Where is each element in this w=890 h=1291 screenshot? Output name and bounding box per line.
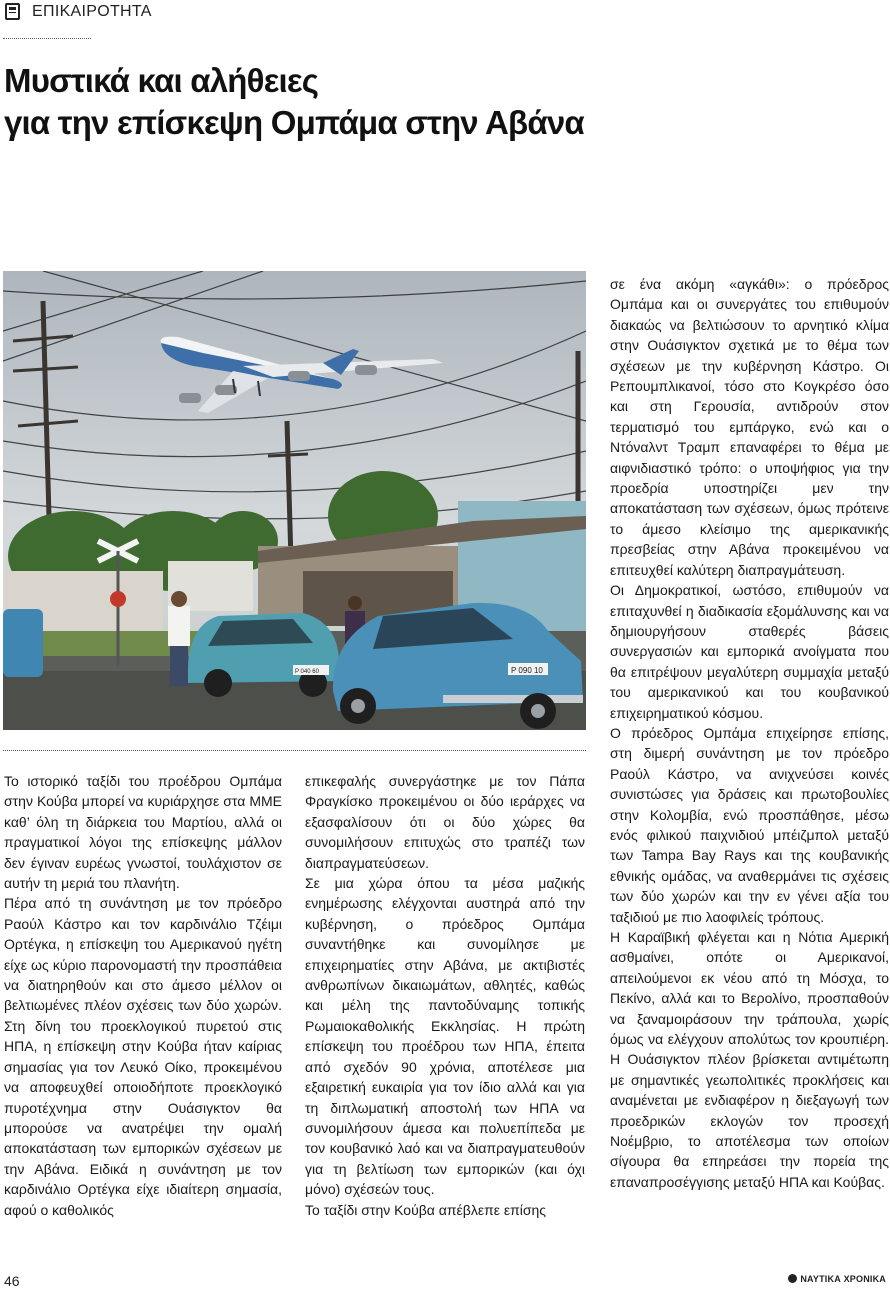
brand-logo-icon: [788, 1274, 797, 1283]
paragraph: Η Καραϊβική φλέγεται και η Νότια Αμερική ασθμαίνει, οπότε οι Αμερικανοί, απειλούμενοι εκ νέου από τη Μόσχα, το Πεκίνο, αλλά και το Βερολίνο, προσπαθούν να ξαναμοιράσουν την τράπουλα, χωρίς όμως να ελέγχουν απολύτως τον κρουπιέρη. Η Ουάσιγκτον πλέον βρίσκεται αντιμέτωπη με σημαντικές γεωπολιτικές προκλήσεις και αναμένεται με ενδιαφέρον η διεξαγωγή των προεδρικών εκλογών τον προσεχή Νοέμβριο, το αποτέλεσμα των οποίων σίγουρα θα επηρεάσει την πορεία της επαναπροσέγγισης μεταξύ ΗΠΑ και Κούβας.: [610, 929, 889, 1190]
article-title: [4, 60, 704, 144]
paragraph: Το ταξίδι στην Κούβα απέβλεπε επίσης: [305, 1201, 547, 1218]
article-column-1: [4, 771, 282, 1220]
section-divider: [3, 38, 91, 39]
article-photo: [3, 271, 586, 730]
publication-brand: [788, 1274, 886, 1284]
title-line-2: για την επίσκεψη Ομπάμα στην Αβάνα: [4, 104, 584, 141]
section-label: ΕΠΙΚΑΙΡΟΤΗΤΑ: [32, 3, 152, 20]
brand-name: ΝΑΥΤΙΚΑ ΧΡΟΝΙΚΑ: [800, 1274, 886, 1284]
article-column-3: [610, 274, 889, 1192]
paragraph: Σε μια χώρα όπου τα μέσα μαζικής ενημέρωσης ελέγχονται αυστηρά από την κυβέρνηση, ο πρόεδρος Ομπάμα συναντήθηκε και συνομίλησε με επιχειρηματίες στην Αβάνα, με ακτιβιστές ανθρωπίνων δικαιωμάτων, αθλητές, καθώς και μέλη της παντοδύναμης τοπικής Ρωμαιοκαθολικής Εκκλησίας. Η πρώτη επίσκεψη του προέδρου των ΗΠΑ, έπειτα από σχεδόν 90 χρόνια, αποτέλεσε μια εξαιρετική ευκαιρία για τον ίδιο αλλά και για τη διπλωματική αποστολή των ΗΠΑ να συνομιλήσουν άμεσα και πολυεπίπεδα με τον κουβανικό λαό και να διαπραγματευθούν για τη βελτίωση των εμπορικών (και όχι μόνο) σχέσεών τους.: [305, 875, 585, 1198]
paragraph: Πέρα από τη συνάντηση με τον πρόεδρο Ραούλ Κάστρο και τον καρδινάλιο Τζέιμι Ορτέγκα, η επίσκεψη του Αμερικανού ηγέτη είχε ως κύριο παρονομαστή την προσπάθεια να διατηρηθούν και στο άμεσο μέλλον οι βελτιωμένες πλέον σχέσεις των δύο χωρών. Στη δίνη του προεκλογικού πυρετού στις ΗΠΑ, η επίσκεψη στην Κούβα ήταν καίριας σημασίας για τον Λευκό Οίκο, προκειμένου να αποφευχθεί οποιοδήποτε προεκλογικό πυροτέχνημα στην Ουάσιγκτον θα μπορούσε να ανατρέψει την ομαλή αποκατάσταση των εμπορικών σχέσεων με την Αβάνα. Ειδικά η συνάντηση με τον καρδινάλιο Ορτέγκα είχε ιδιαίτερη σημασία, αφού ο καθολικός: [4, 895, 282, 1218]
paragraph: Το ιστορικό ταξίδι του προέδρου Ομπάμα στην Κούβα μπορεί να κυριάρχησε στα ΜΜΕ καθ’ όλη τη διάρκεια του Μαρτίου, αλλά οι πραγματικοί λόγοι της επίσκεψης μάλλον δεν έγιναν ευρέως γνωστοί, τουλάχιστον σε αυτήν τη μεριά του πλανήτη.: [4, 773, 282, 892]
paragraph: επικεφαλής συνεργάστηκε με τον Πάπα Φραγκίσκο προκειμένου οι δύο ιεράρχες να εξασφαλίσουν ότι οι δύο χώρες θα συνομιλήσουν επιτυχώς στο τραπέζι των διαπραγματεύσεων.: [305, 773, 585, 871]
title-line-1: Μυστικά και αλήθειες: [4, 62, 319, 99]
plate-right: P 090 10: [511, 666, 543, 675]
newspaper-icon: [5, 3, 20, 20]
plate-left: P 040 60: [295, 669, 319, 675]
paragraph: Οι Δημοκρατικοί, ωστόσο, επιθυμούν να επιταχυνθεί η διαδικασία εξομάλυνσης και να δημιουργήσουν σταθερές βάσεις συνεργασιών και εμπορικά ανοίγματα που θα επιτρέψουν μεγαλύτερη συμμαχία μεταξύ του αμερικανικού και του κουβανικού επιχειρηματικού κόσμου.: [610, 582, 889, 721]
page-number: 46: [4, 1273, 20, 1289]
photo-divider: [3, 750, 586, 751]
paragraph: Ο πρόεδρος Ομπάμα επιχείρησε επίσης, στη διμερή συνάντηση με τον πρόεδρο Ραούλ Κάστρο, να ανιχνεύσει κοινές συνιστώσες για δράσεις και πρωτοβουλίες στην Κολομβία, ενώ προσπάθησε, μέσω ενός φιλικού παιχνιδιού μπέιζμπολ μεταξύ των Tampa Bay Rays και της κουβανικής εθνικής ομάδας, να αναθερμάνει τις σχέσεις των δύο χωρών και την εν γένει αξία του ταξιδιού με πιο λαοφιλείς τρόπους.: [610, 724, 889, 925]
paragraph: σε ένα ακόμη «αγκάθι»: ο πρόεδρος Ομπάμα και οι συνεργάτες του επιθυμούν διακαώς να βελτιώσουν το αρνητικό κλίμα στην Ουάσιγκτον σχετικά με το θέμα των σχέσεων με την κυβέρνηση Κάστρο. Οι Ρεπουμπλικανοί, τόσο στο Κογκρέσο όσο και στη Γερουσία, αντιδρούν στον τερματισμό του εμπάργκο, ενώ και ο Ντόναλντ Τραμπ επαναφέρει το θέμα με αιφνιδιαστικό τρόπο: ο υποψήφιος για την προεδρία υποστηρίζει μεν την αποκατάσταση των σχέσεων, όμως πρότεινε το άμεσο κλείσιμο της αμερικανικής πρεσβείας στην Αβάνα προκειμένου να επιτευχθεί καλύτερη διαπραγμάτευση.: [610, 276, 889, 578]
article-column-2: [305, 771, 585, 1220]
